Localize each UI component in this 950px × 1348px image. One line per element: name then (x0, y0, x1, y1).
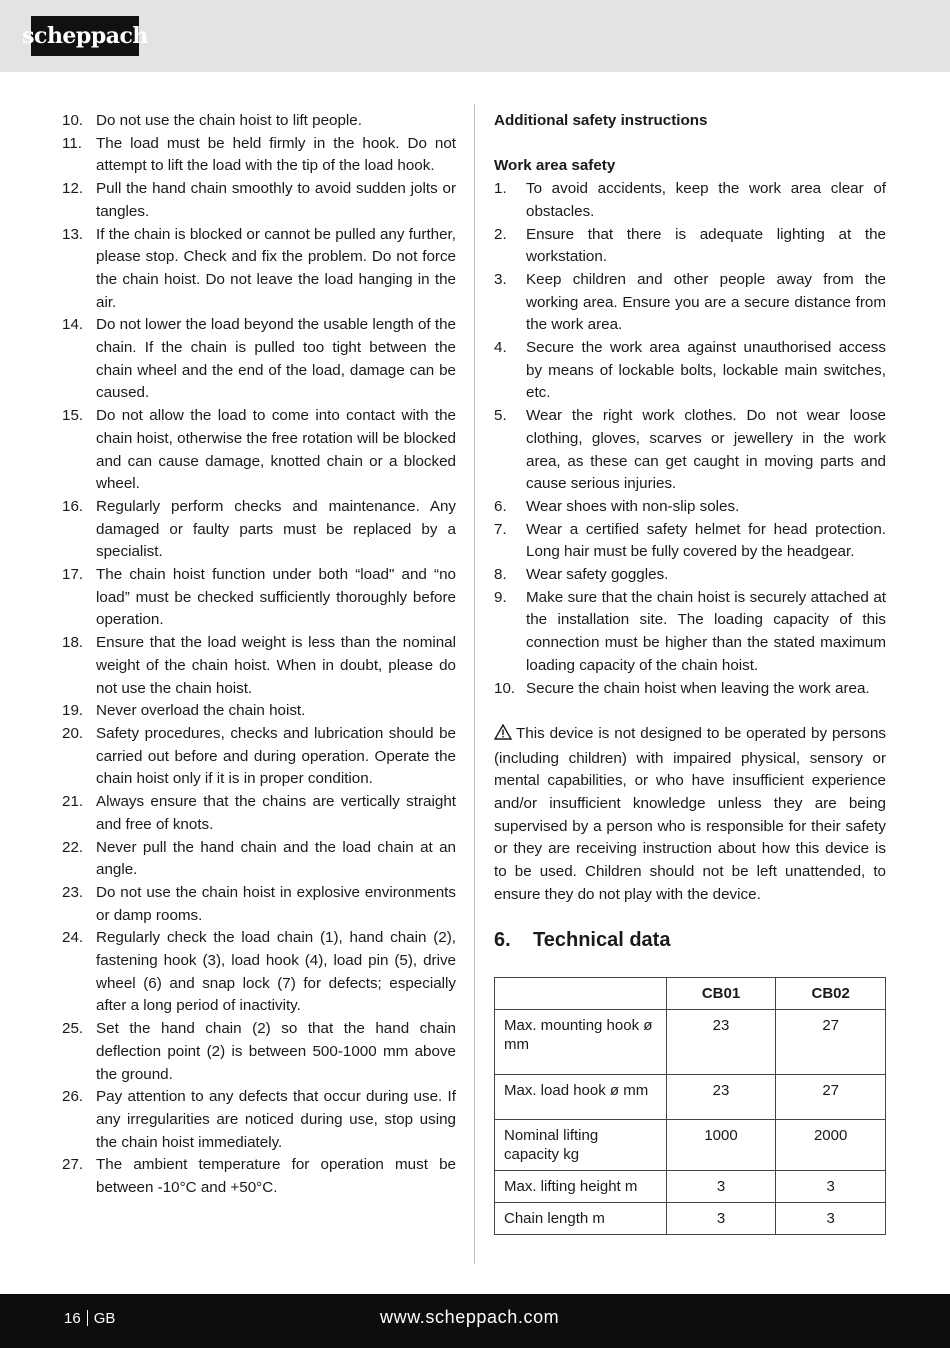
list-item-text: Wear safety goggles. (526, 566, 669, 584)
table-cell-value: 3 (666, 1202, 776, 1234)
list-item-number: 4. (494, 339, 507, 357)
list-item-number: 27. (62, 1156, 84, 1174)
header-band (0, 0, 950, 72)
list-item (62, 1154, 456, 1199)
table-row (495, 1074, 886, 1119)
table-cell-value: 3 (776, 1170, 886, 1202)
list-item-text: Secure the work area against unauthorised access by means of lockable bolts, lockable main switches, etc. (526, 339, 886, 402)
list-item-text: Do not lower the load beyond the usable length of the chain. If the chain is pulled too tight between the chain wheel and the end of the load, damage can be caused. (96, 316, 456, 402)
list-item-text: Make sure that the chain hoist is securely attached at the installation site. The loading capacity of this connection must be higher than the stated maximum loading capacity of the chain hoist. (526, 588, 886, 674)
list-item-text: Always ensure that the chains are vertically straight and free of knots. (96, 793, 456, 833)
list-item-number: 6. (494, 497, 507, 515)
list-item-text: Never overload the chain hoist. (96, 702, 306, 720)
table-header-cb01: CB01 (666, 977, 776, 1009)
list-item (62, 632, 456, 700)
list-item-text: The chain hoist function under both “load" and “no load” must be checked sufficiently thoroughly before operation. (96, 566, 456, 629)
table-cell-label: Chain length m (495, 1202, 667, 1234)
list-item-number: 25. (62, 1020, 84, 1038)
table-cell-label: Max. mounting hook ø mm (495, 1009, 667, 1074)
list-item-text: Set the hand chain (2) so that the hand chain deflection point (2) is between 500-1000 mm above the ground. (96, 1020, 456, 1083)
list-item (62, 133, 456, 178)
table-row (495, 1119, 886, 1170)
list-item-text: Do not allow the load to come into contact with the chain hoist, otherwise the free rotation will be blocked and can cause damage, knotted chain or a blocked wheel. (96, 407, 456, 493)
table-cell-label: Max. load hook ø mm (495, 1074, 667, 1119)
list-item-number: 26. (62, 1088, 84, 1106)
list-item-number: 12. (62, 180, 84, 198)
list-item-text: The ambient temperature for operation must be between -10°C and +50°C. (96, 1156, 456, 1197)
technical-data-heading (494, 927, 886, 953)
table-cell-value: 3 (776, 1202, 886, 1234)
list-item-number: 9. (494, 588, 507, 606)
list-item-text: Keep children and other people away from the working area. Ensure you are a secure distance from the work area. (526, 270, 886, 334)
list-item (62, 564, 456, 632)
list-item-number: 8. (494, 566, 507, 584)
table-cell-value: 23 (666, 1074, 776, 1119)
list-item-number: 10. (62, 112, 84, 129)
list-item-text: Safety procedures, checks and lubrication should be carried out before and during operation. Operate the chain hoist only if it is in proper condition. (96, 724, 456, 788)
warning-paragraph (494, 723, 886, 907)
list-item (62, 837, 456, 882)
website-link[interactable]: www.scheppach.com (380, 1307, 560, 1327)
table-row (495, 1009, 886, 1074)
list-item (62, 791, 456, 836)
work-area-safety-list (494, 178, 886, 700)
list-item-number: 14. (62, 316, 84, 334)
list-item (62, 882, 456, 927)
list-item-number: 1. (494, 180, 507, 198)
list-item (62, 405, 456, 496)
list-item (494, 337, 886, 405)
list-item-number: 20. (62, 724, 84, 742)
table-row (495, 1170, 886, 1202)
safety-list-continued (62, 110, 456, 1200)
section-title: Technical data (533, 928, 671, 951)
list-item (494, 178, 886, 223)
list-item-number: 16. (62, 497, 84, 515)
table-cell-value: 27 (776, 1009, 886, 1074)
list-item-text: Do not use the chain hoist to lift people. (96, 112, 362, 129)
list-item (62, 224, 456, 315)
technical-data-table (494, 977, 886, 1235)
list-item (62, 496, 456, 564)
table-row (495, 1202, 886, 1234)
work-area-safety-heading: Work area safety (494, 157, 616, 175)
list-item-text: The load must be held firmly in the hook. Do not attempt to lift the load with the tip of the load hook. (96, 134, 456, 175)
section-number: 6. (494, 928, 511, 951)
list-item-text: Regularly check the load chain (1), hand chain (2), fastening hook (3), load hook (4), load pin (5), drive wheel (6) and snap lock (7) for defects; especially after a long period of inactivity. (96, 929, 456, 1015)
warning-triangle-icon (494, 724, 512, 748)
list-item-number: 2. (494, 225, 507, 243)
table-cell-value: 27 (776, 1074, 886, 1119)
scheppach-logo: scheppach (31, 16, 139, 56)
list-item (62, 1018, 456, 1086)
language-code: GB (93, 1310, 116, 1327)
list-item-number: 15. (62, 407, 84, 425)
list-item-text: Ensure that there is adequate lighting at the workstation. (526, 225, 886, 266)
list-item (62, 110, 456, 133)
warning-text: This device is not designed to be operated by persons (including children) with impaired physical, sensory or mental capabilities, or who have insufficient experience and/or insufficient knowledge unless they are being supervised by a person who is responsible for their safety or they are receiving instruction about how this device is to be used. Children should not be left unattended, to ensure they do not play with the device. (494, 724, 886, 903)
list-item (62, 1086, 456, 1154)
list-item (494, 564, 886, 587)
list-item-text: To avoid accidents, keep the work area clear of obstacles. (526, 180, 886, 220)
list-item-text: Do not use the chain hoist in explosive environments or damp rooms. (96, 883, 456, 924)
table-cell-value: 3 (666, 1170, 776, 1202)
table-cell-value: 23 (666, 1009, 776, 1074)
list-item (62, 927, 456, 1018)
list-item-number: 13. (62, 225, 84, 243)
list-item-number: 7. (494, 520, 507, 538)
list-item-text: Secure the chain hoist when leaving the work area. (526, 679, 870, 697)
list-item-number: 22. (62, 838, 84, 856)
list-item (494, 496, 886, 519)
list-item-text: Wear the right work clothes. Do not wear loose clothing, gloves, scarves or jewellery in the work area, as these can get caught in moving parts and cause serious injuries. (526, 407, 886, 493)
list-item-number: 19. (62, 702, 84, 720)
list-item-number: 24. (62, 929, 84, 947)
table-cell-value: 2000 (776, 1119, 886, 1170)
list-item-number: 21. (62, 793, 84, 811)
list-item (62, 178, 456, 223)
table-cell-label: Max. lifting height m (495, 1170, 667, 1202)
list-item (62, 314, 456, 405)
list-item (494, 519, 886, 564)
list-item-text: Wear a certified safety helmet for head protection. Long hair must be fully covered by the headgear. (526, 520, 886, 561)
column-divider (474, 104, 475, 1264)
list-item-number: 10. (494, 679, 516, 697)
list-item (494, 405, 886, 496)
table-header-empty (495, 977, 667, 1009)
list-item-text: Never pull the hand chain and the load chain at an angle. (96, 838, 456, 879)
additional-safety-heading: Additional safety instructions (494, 112, 708, 129)
list-item-number: 3. (494, 270, 507, 288)
list-item-number: 11. (62, 134, 82, 152)
list-item-text: Pay attention to any defects that occur during use. If any irregularities are noticed during use, stop using the chain hoist immediately. (96, 1088, 456, 1151)
list-item-number: 5. (494, 407, 507, 425)
list-item (62, 700, 456, 723)
left-column (62, 110, 456, 1200)
table-header-cb02: CB02 (776, 977, 886, 1009)
list-item-text: Regularly perform checks and maintenance. Any damaged or faulty parts must be replaced by a specialist. (96, 497, 456, 561)
list-item-text: If the chain is blocked or cannot be pulled any further, please stop. Check and fix the problem. Do not force the chain hoist. Do not leave the load hanging in the air. (96, 225, 456, 311)
list-item-number: 23. (62, 883, 84, 901)
page-indicator (64, 1310, 115, 1327)
table-cell-value: 1000 (666, 1119, 776, 1170)
table-cell-label: Nominal lifting capacity kg (495, 1119, 667, 1170)
list-item (494, 269, 886, 337)
list-item-number: 18. (62, 634, 84, 652)
right-column (494, 110, 886, 1235)
list-item-number: 17. (62, 566, 84, 584)
list-item (494, 587, 886, 678)
list-item (494, 678, 886, 701)
table-header-row (495, 977, 886, 1009)
list-item (494, 224, 886, 269)
list-item-text: Pull the hand chain smoothly to avoid sudden jolts or tangles. (96, 180, 456, 220)
page-number: 16 (64, 1310, 81, 1327)
list-item-text: Ensure that the load weight is less than the nominal weight of the chain hoist. When in doubt, please do not use the chain hoist. (96, 634, 456, 697)
footer-band (0, 1294, 950, 1348)
list-item (62, 723, 456, 791)
list-item-text: Wear shoes with non-slip soles. (526, 497, 740, 515)
